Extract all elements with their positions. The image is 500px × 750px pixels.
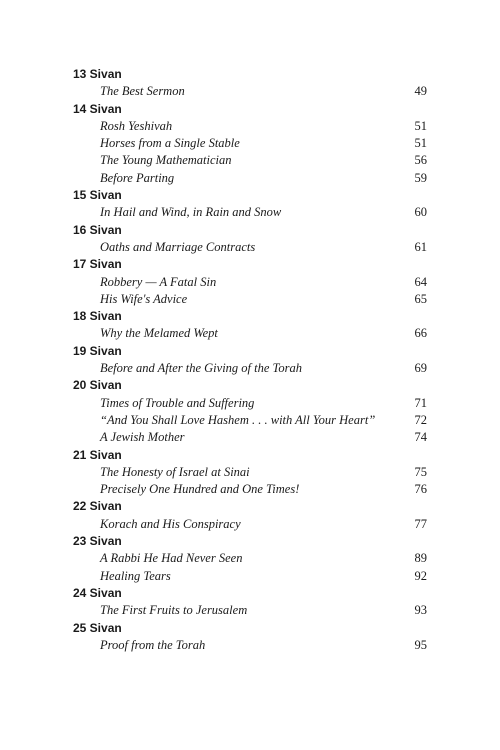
section-date: 20 Sivan (73, 378, 122, 393)
entry-title: The Best Sermon (100, 84, 185, 99)
entry-page-number: 71 (414, 395, 427, 410)
section-heading (0, 308, 500, 325)
section-date: 25 Sivan (73, 620, 122, 635)
entry-page-number: 56 (414, 153, 427, 168)
section-date: 17 Sivan (73, 257, 122, 272)
section-date: 14 Sivan (73, 101, 122, 116)
entry-title: Precisely One Hundred and One Times! (100, 482, 300, 497)
section-date: 24 Sivan (73, 585, 122, 600)
entry-page-number: 75 (414, 464, 427, 479)
entry-page-number: 69 (414, 361, 427, 376)
entry-title: Korach and His Conspiracy (100, 516, 241, 531)
section-date: 16 Sivan (73, 222, 122, 237)
toc-entry[interactable] (0, 429, 500, 446)
entry-page-number: 95 (414, 637, 427, 652)
entry-title: A Rabbi He Had Never Seen (100, 551, 243, 566)
entry-page-number: 49 (414, 84, 427, 99)
entry-title: A Jewish Mother (100, 430, 185, 445)
toc-entry[interactable] (0, 481, 500, 498)
toc-entry[interactable] (0, 395, 500, 412)
section-heading (0, 256, 500, 273)
entry-title: The First Fruits to Jerusalem (100, 603, 248, 618)
toc-entry[interactable] (0, 152, 500, 169)
section-heading (0, 585, 500, 602)
section-heading (0, 101, 500, 118)
toc-entry[interactable] (0, 516, 500, 533)
section-heading (0, 343, 500, 360)
entry-title: Before and After the Giving of the Torah (100, 361, 302, 376)
table-of-contents (0, 66, 500, 654)
section-date: 15 Sivan (73, 188, 122, 203)
entry-page-number: 89 (414, 551, 427, 566)
entry-page-number: 66 (414, 326, 427, 341)
toc-entry[interactable] (0, 83, 500, 100)
entry-title: Oaths and Marriage Contracts (100, 239, 256, 254)
toc-entry[interactable] (0, 360, 500, 377)
entry-title: The Young Mathematician (100, 153, 232, 168)
toc-entry[interactable] (0, 412, 500, 429)
entry-title: His Wife's Advice (100, 291, 188, 306)
entry-title: In Hail and Wind, in Rain and Snow (100, 205, 282, 220)
section-date: 23 Sivan (73, 534, 122, 549)
section-heading (0, 187, 500, 204)
entry-title: The Honesty of Israel at Sinai (100, 464, 250, 479)
entry-page-number: 60 (414, 205, 427, 220)
toc-entry[interactable] (0, 118, 500, 135)
toc-entry[interactable] (0, 602, 500, 619)
section-heading (0, 498, 500, 515)
section-heading (0, 66, 500, 83)
entry-page-number: 64 (414, 274, 427, 289)
toc-entry[interactable] (0, 274, 500, 291)
section-date: 13 Sivan (73, 67, 122, 81)
toc-entry[interactable] (0, 325, 500, 342)
entry-page-number: 59 (414, 170, 427, 185)
toc-entry[interactable] (0, 239, 500, 256)
toc-entry[interactable] (0, 291, 500, 308)
entry-title: “And You Shall Love Hashem . . . with All Your Heart” (100, 412, 376, 427)
entry-page-number: 74 (414, 430, 427, 445)
section-date: 22 Sivan (73, 499, 122, 514)
entry-page-number: 51 (414, 118, 427, 133)
entry-title: Robbery — A Fatal Sin (100, 274, 217, 289)
entry-page-number: 77 (414, 516, 427, 531)
entry-title: Healing Tears (100, 568, 171, 583)
section-heading (0, 447, 500, 464)
entry-page-number: 76 (414, 482, 427, 497)
toc-entry[interactable] (0, 637, 500, 654)
entry-page-number: 51 (414, 136, 427, 151)
entry-page-number: 93 (414, 603, 427, 618)
section-heading (0, 533, 500, 550)
entry-title: Why the Melamed Wept (100, 326, 218, 341)
entry-title: Times of Trouble and Suffering (100, 395, 255, 410)
entry-page-number: 72 (414, 412, 427, 427)
entry-title: Horses from a Single Stable (100, 136, 240, 151)
entry-page-number: 92 (414, 568, 427, 583)
entry-title: Proof from the Torah (100, 637, 206, 652)
entry-page-number: 61 (414, 239, 427, 254)
section-heading (0, 620, 500, 637)
entry-title: Before Parting (100, 170, 175, 185)
section-heading (0, 222, 500, 239)
toc-entry[interactable] (0, 568, 500, 585)
toc-entry[interactable] (0, 170, 500, 187)
section-heading (0, 377, 500, 394)
toc-entry[interactable] (0, 550, 500, 567)
toc-entry[interactable] (0, 464, 500, 481)
entry-page-number: 65 (414, 291, 427, 306)
toc-entry[interactable] (0, 204, 500, 221)
section-date: 21 Sivan (73, 447, 122, 462)
section-date: 19 Sivan (73, 343, 122, 358)
toc-entry[interactable] (0, 135, 500, 152)
section-date: 18 Sivan (73, 309, 122, 324)
entry-title: Rosh Yeshivah (100, 118, 173, 133)
